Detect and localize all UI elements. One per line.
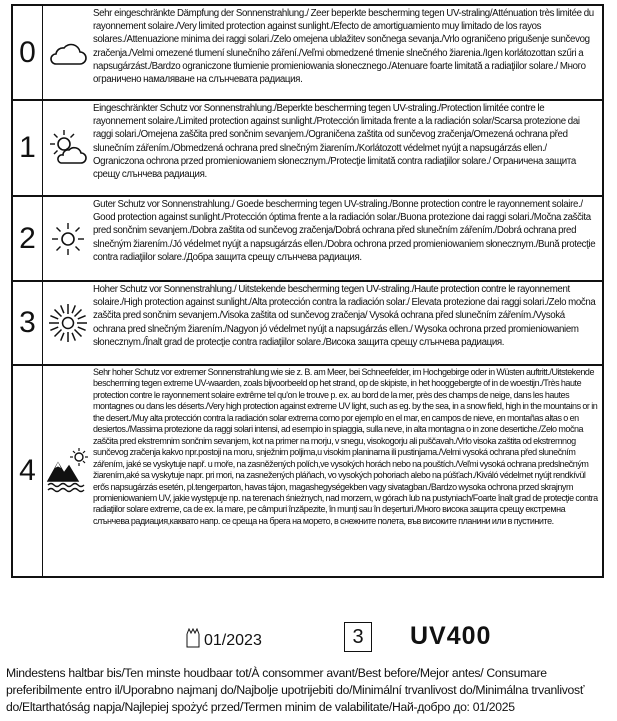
sun-icon <box>43 197 93 280</box>
best-before-date <box>184 628 262 653</box>
level-description: Sehr hoher Schutz vor extremer Sonnenstrahlung wie sie z. B. am Meer, bei Schneefelder, im Hochgebirge oder in Wüsten auftritt./Uitstekende bescherming tegen extreme UV-waarden, zoals bijvoorbeeld op het strand, op de skipiste, in het hooggebergte of in de woestijn./Très haute protection contre le rayonnement solaire extrême tel qu'on le trouve p. ex. au bord de la mer, près des champs de neige, dans les hautes montagnes ou dans les déserts./Very high protection against extreme UV light, such as eg. by the sea, in a snow field, high in the mountains or in the desert./Muy alta protección contra la radiación solar extrema como por ejemplo en el mar, en campos de nieve, en montañas altas o en desiertos./Massima protezione da raggi solari intensi, ad esempio in spiaggia, sulla neve, in alta montagna o in zone desertiche./Zelo močna zaščita pred ekstremnim sončnim sevanjem, kot na primer na morju, v snegu, visokogorju ali puščavah./Vrlo visoka zaštita od ekstremnog sunčevog zračenja kakvo npr.postoji na moru, snježnim poljima,u visokim planinama ili pustinjama./Velmi vysoká ochrana před slunečním zářením, jaké se vyskytuje např. u moře, na zasněžených polích,ve vysokých horách nebo na pouštích./Veľmi vysoká ochrana predslnečným žiarením,aké sa vyskytuje napr. pri mori, na zasnežených pláňach, vo vysokých pohoriach alebo na púšťach./Kiváló védelmet nyújt rendkívül erős napsugárzás esetén, pl.tengerparton, havas tájon, magashegységekben vagy sivatagban./Bardzo wysoka ochrona przed skrajnym promieniowaniem UV, jakie występuje np. na terenach śnieżnych, nad morzem, w górach lub na pustyniach/Foarte înalt grad de protecţie contra radiaţiilor solare extreme, ca de ex. la mare, pe câmpuri înzăpezite, în munţi sau în deşerturi./Много висока защита срещу екстремна слънчева радиация,каквато напр. се среща на брега на морето, в снежните полета, във високите планини или в пустините. <box>93 367 598 526</box>
cloud-icon <box>43 6 93 99</box>
uv-rating: UV400 <box>410 622 492 650</box>
strong-sun-icon <box>43 282 93 364</box>
level-number: 0 <box>13 6 43 99</box>
level-description: Sehr eingeschränkte Dämpfung der Sonnenstrahlung./ Zeer beperkte bescherming tegen UV-straling/Atténuation très limitée du rayonnement solaire./Very limited protection against sunlight./Efecto de amortiguamiento muy limitado de los rayos solares./Attenuazione minima dei raggi solari./Zelo omejena ublažitev sončnega sevanja./Vrlo ograničeno prigušenje sunčevog zračenja./Velmi omezené tlumení slunečního záření./Veľmi obmedzené tlmenie slnečného žiarenia./Igen korlátozottan szűri a napsugárzást./Bardzo ograniczone tłumienie promieniowania słonecznego./Atenuare foarte limitată a radiaţiilor solare./ Много ограничено намаляване на слънчевата радиация. <box>93 8 594 86</box>
level-description: Guter Schutz vor Sonnenstrahlung./ Goede bescherming tegen UV-straling./Bonne protection contre le rayonnement solaire./ Good protection against sunlight./Protección óptima frente a la radiación solar./Buona protezione dai raggi solari./Močna zaščita pred sončnim sevanjem./Dobra zaštita od sunčevog zračenja/Dobrá ochrana před slunečním zářením./Dobrá ochrana pred slnečným žiarením./Jó védelmet nyújt a napsugárzás ellen./Dobra ochrona przed promieniowaniem słonecznym./Bună protecţie contra radiaţiilor solare./Добра защита срещу слънчева радиация. <box>93 199 596 263</box>
filter-category-box: 3 <box>344 622 372 652</box>
level-number: 1 <box>13 101 43 195</box>
mountain-sea-sun-icon <box>43 366 93 576</box>
protection-row-3 <box>13 282 602 366</box>
protection-row-0 <box>13 6 602 101</box>
protection-row-2 <box>13 197 602 282</box>
level-number: 3 <box>13 282 43 364</box>
protection-row-4 <box>13 366 602 576</box>
protection-table <box>11 4 604 578</box>
level-description: Hoher Schutz vor Sonnenstrahlung./ Uitstekende bescherming tegen UV-straling./Haute protection contre le rayonnement solaire./High protection against sunlight./Alta protección contra la radiación solar./ Elevata protezione dai raggi solari./Zelo močna zaščita pred sončnim sevanjem./Visoka zaštita od sunčevog zračenja/ Vysoká ochrana před slunečním zářením./Vysoká ochrana pred slnečným žiarením./Nagyon jó védelmet nyújt a napsugárzás ellen./ Wysoka ochrona przed promieniowaniem słonecznym./Înalt grad de protecţie contra radiaţiilor solare./Висока защита срещу слънчева радиация. <box>93 284 596 348</box>
level-number: 2 <box>13 197 43 280</box>
footer-best-before: Mindestens haltbar bis/Ten minste houdbaar tot/À consommer avant/Best before/Mejor antes/ Consumare preferibilmente entro il/Uporabno najmanj do/Najbolje upotrijebiti do/Minimální trvanlivost do/Minimálna trvanlivosť do/Eltarthatóság napja/Najlepiej spożyć przed/Termen minim de valabilitate/Най-добро до: 01/2025 <box>6 666 585 714</box>
open-jar-icon <box>184 628 202 653</box>
level-description: Eingeschränkter Schutz vor Sonnenstrahlung./Beperkte bescherming tegen UV-straling./Protection limitée contre le rayonnement solaire./Limited protection against sunlight./Protección limitada frente a la radiación solar/Scarsa protezione dai raggi solari./Omejena zaščita pred sončnim sevanjem./Ograničena zaštita od sunčevog zračenja/Omezená ochrana před slunečním zářením./Obmedzená ochrana pred slnečným žiarením./Korlátozott védelmet nyújt a napsugárzás ellen./ Ograniczona ochrona przed promieniowaniem słonecznym./Protecţie limitată contra radiaţiilor solare./ Ограничена защита срещу слънчева радиация. <box>93 103 580 181</box>
level-number: 4 <box>13 366 43 576</box>
sun-behind-cloud-icon <box>43 101 93 195</box>
batch-date: 01/2023 <box>204 631 262 649</box>
protection-row-1 <box>13 101 602 197</box>
